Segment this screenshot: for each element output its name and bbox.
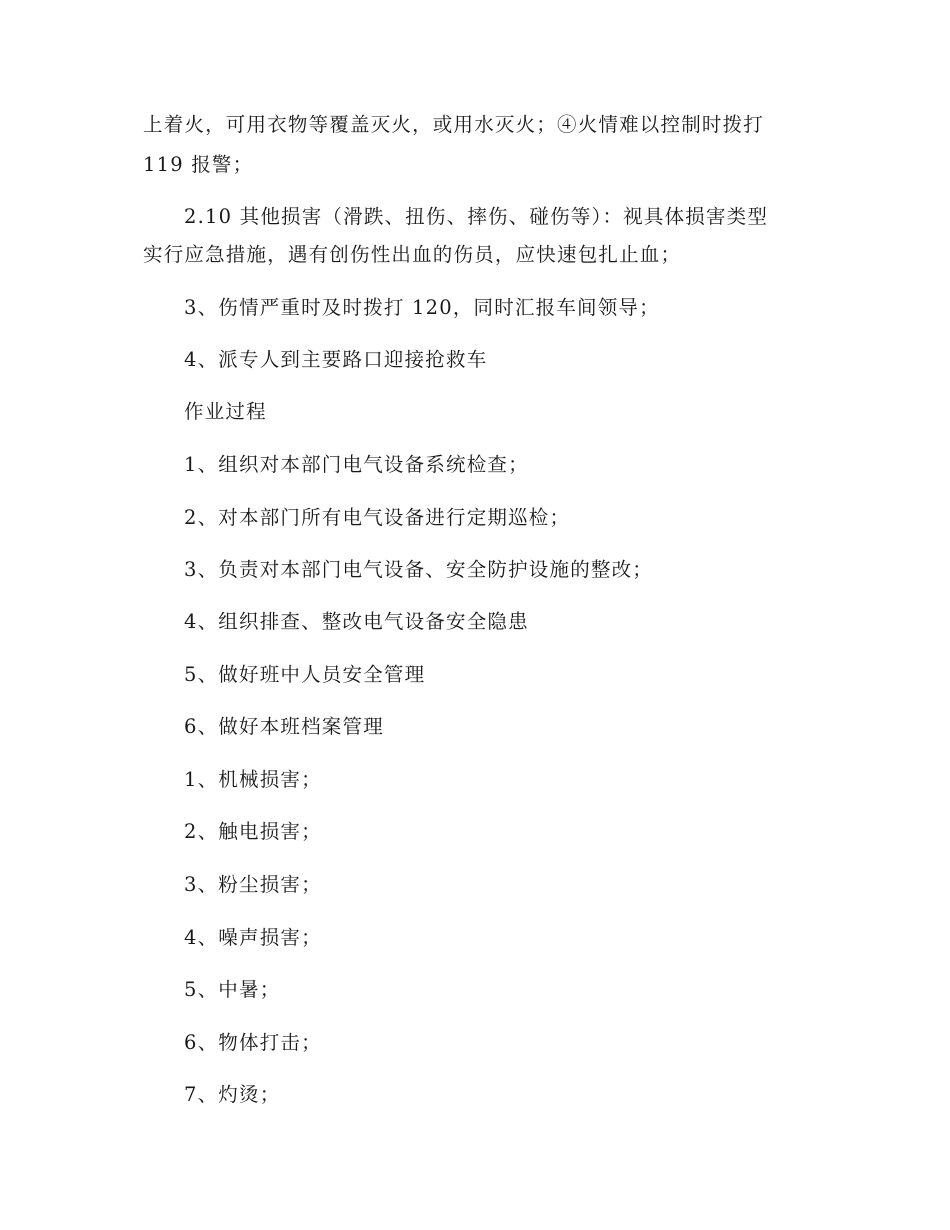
list-item: 7、灼烫； <box>184 1083 281 1106</box>
list-item: 6、物体打击； <box>184 1031 322 1054</box>
list-item: 3、粉尘损害； <box>184 873 322 896</box>
list-item: 6、做好本班档案管理 <box>184 715 384 738</box>
list-item: 2、对本部门所有电气设备进行定期巡检； <box>184 506 571 529</box>
text-line: 实行应急措施，遇有创伤性出血的伤员，应快速包扎止血； <box>143 243 682 266</box>
list-item: 4、派专人到主要路口迎接抢救车 <box>184 348 488 371</box>
list-item: 5、中暑； <box>184 978 281 1001</box>
list-item: 3、伤情严重时及时拨打 120，同时汇报车间领导； <box>184 296 660 319</box>
text-line: 119 报警； <box>143 153 254 176</box>
list-item: 2、触电损害； <box>184 820 322 843</box>
list-item: 4、组织排查、整改电气设备安全隐患 <box>184 610 529 633</box>
paragraph-line: 2.10 其他损害（滑跌、扭伤、摔伤、碰伤等）：视具体损害类型 <box>184 205 769 228</box>
list-item: 4、噪声损害； <box>184 926 322 949</box>
list-item: 5、做好班中人员安全管理 <box>184 663 426 686</box>
list-item: 1、机械损害； <box>184 768 322 791</box>
list-item: 1、组织对本部门电气设备系统检查； <box>184 453 529 476</box>
list-item: 3、负责对本部门电气设备、安全防护设施的整改； <box>184 558 654 581</box>
text-line: 上着火，可用衣物等覆盖灭火，或用水灭火；④火情难以控制时拨打 <box>143 113 765 136</box>
section-heading: 作业过程 <box>184 400 267 423</box>
